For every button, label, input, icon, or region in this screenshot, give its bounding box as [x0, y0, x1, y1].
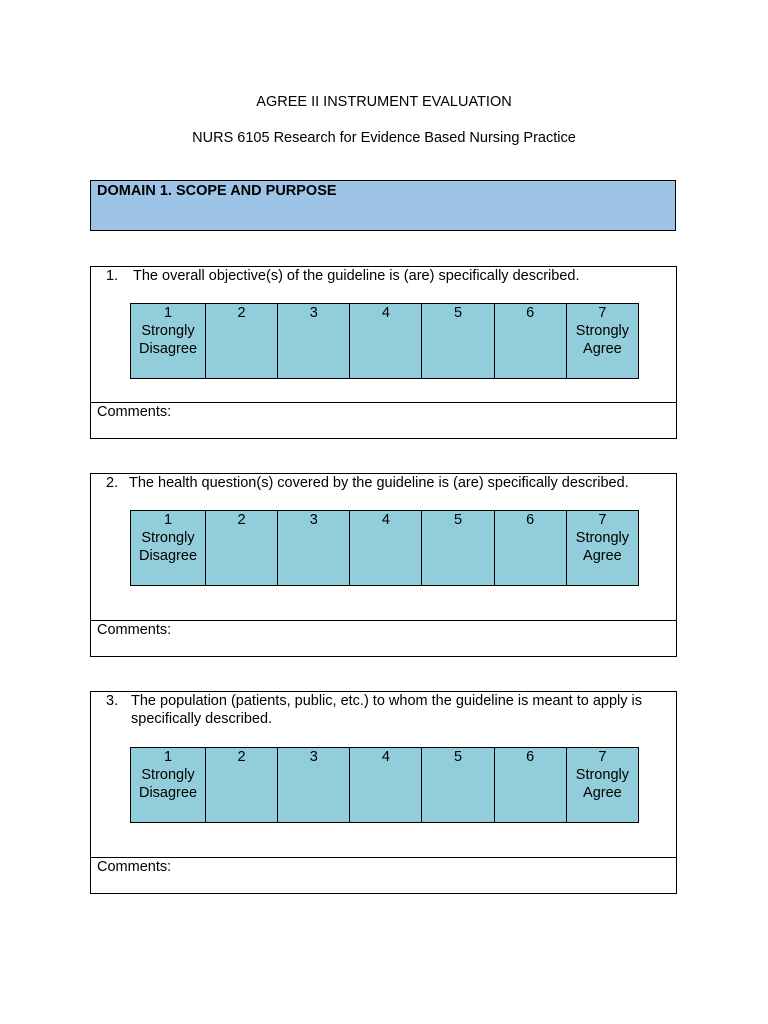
question-3-box [90, 691, 677, 894]
rating-cell-4[interactable]: 4 [350, 304, 422, 379]
rating-cell-6[interactable]: 6 [494, 511, 566, 586]
question-number: 2. [106, 475, 119, 491]
rating-cell-4[interactable]: 4 [350, 748, 422, 823]
question-text: The population (patients, public, etc.) to whom the guideline is meant to apply is specifically described. [131, 693, 643, 727]
rating-cell-2[interactable]: 2 [206, 748, 278, 823]
rating-cell-7[interactable]: 7 Strongly Agree [566, 511, 638, 586]
comments-label: Comments: [97, 622, 172, 638]
question-text: The health question(s) covered by the guideline is (are) specifically described. [129, 475, 629, 491]
rating-cell-5[interactable]: 5 [422, 304, 494, 379]
rating-cell-3[interactable]: 3 [278, 304, 350, 379]
rating-cell-1[interactable]: 1 Strongly Disagree [131, 304, 206, 379]
rating-cell-6[interactable]: 6 [494, 748, 566, 823]
rating-cell-1[interactable]: 1 Strongly Disagree [131, 748, 206, 823]
comments-field[interactable] [91, 620, 676, 656]
rating-cell-5[interactable]: 5 [422, 511, 494, 586]
rating-cell-3[interactable]: 3 [278, 511, 350, 586]
document-title: AGREE II INSTRUMENT EVALUATION [256, 94, 512, 110]
domain-header [90, 180, 676, 231]
rating-scale [130, 510, 639, 586]
question-number: 1. [106, 268, 119, 284]
question-number: 3. [106, 693, 119, 709]
comments-field[interactable] [91, 857, 676, 893]
rating-cell-7[interactable]: 7 Strongly Agree [566, 304, 638, 379]
domain-title: DOMAIN 1. SCOPE AND PURPOSE [97, 183, 337, 199]
rating-cell-3[interactable]: 3 [278, 748, 350, 823]
rating-scale [130, 747, 639, 823]
rating-cell-1[interactable]: 1 Strongly Disagree [131, 511, 206, 586]
question-1-prompt [106, 267, 666, 285]
question-2-prompt [106, 474, 676, 492]
rating-cell-4[interactable]: 4 [350, 511, 422, 586]
comments-label: Comments: [97, 404, 172, 420]
question-text: The overall objective(s) of the guideline is (are) specifically described. [133, 268, 580, 284]
question-3-prompt [106, 692, 668, 728]
rating-cell-2[interactable]: 2 [206, 511, 278, 586]
comments-label: Comments: [97, 859, 172, 875]
rating-cell-6[interactable]: 6 [494, 304, 566, 379]
rating-cell-7[interactable]: 7 Strongly Agree [566, 748, 638, 823]
rating-scale [130, 303, 639, 379]
rating-cell-2[interactable]: 2 [206, 304, 278, 379]
comments-field[interactable] [91, 402, 676, 438]
question-1-box [90, 266, 677, 439]
rating-cell-5[interactable]: 5 [422, 748, 494, 823]
question-2-box [90, 473, 677, 657]
document-subtitle: NURS 6105 Research for Evidence Based Nursing Practice [192, 130, 576, 146]
